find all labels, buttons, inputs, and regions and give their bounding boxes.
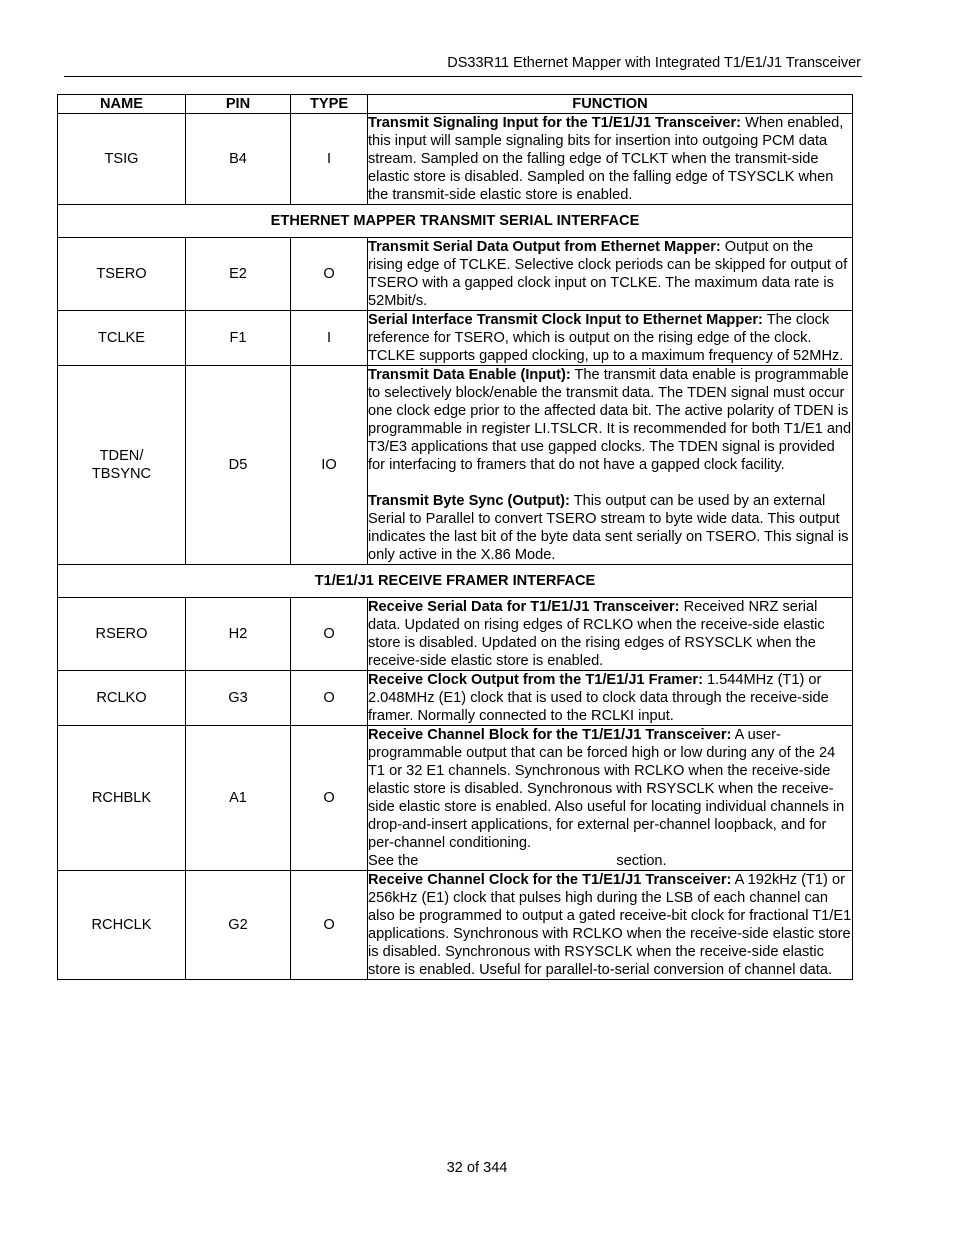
table-row: [58, 366, 853, 565]
column-header-name: NAME: [58, 95, 186, 114]
function-see-prefix: See the: [368, 853, 419, 869]
function-text: The clock reference for TSERO, which is output on the rising edge of the clock. TCLKE supports gapped clocking, up to a maximum frequency of 52MHz.: [368, 312, 844, 364]
table-row: [58, 871, 853, 980]
function-title: Transmit Data Enable (Input):: [368, 367, 571, 383]
function-text: This output can be used by an external Serial to Parallel to convert TSERO stream to byte wide data. This output indicates the last bit of the byte data sent serially on TSERO. This signal is only active in the X.86 Mode.: [368, 493, 849, 563]
pin-number: A1: [186, 726, 291, 871]
pin-type: IO: [291, 366, 368, 565]
pin-name: TCLKE: [58, 311, 186, 366]
pin-name: RCLKO: [58, 671, 186, 726]
pin-function: [368, 366, 853, 565]
table-row: [58, 238, 853, 311]
function-text: A user-programmable output that can be forced high or low during any of the 24 T1 or 32 E1 channels. Synchronous with RCLKO when the receive-side elastic store is disabled. Synchronous with RSYSCLK when the receive-side elastic store is enabled. Also useful for locating individual channels in drop-and-insert applications, for external per-channel loopback, and for per-channel conditioning.: [368, 727, 845, 851]
section-row: [58, 565, 853, 598]
header-rule: [64, 76, 862, 77]
pin-name-line: TDEN/: [99, 448, 144, 464]
function-title: Transmit Byte Sync (Output):: [368, 493, 570, 509]
pin-type: O: [291, 726, 368, 871]
table-row: [58, 114, 853, 205]
document-header-title: DS33R11 Ethernet Mapper with Integrated T1/E1/J1 Transceiver: [447, 55, 861, 71]
pin-function: [368, 598, 853, 671]
table-row: [58, 311, 853, 366]
pin-number: E2: [186, 238, 291, 311]
table-row: [58, 726, 853, 871]
function-text: The transmit data enable is programmable to selectively block/enable the transmit data. The TDEN signal must occur one clock edge prior to the affected data bit. The active polarity of TDEN is programmable in register LI.TSLCR. It is recommended for both T1/E1 and T3/E3 applications that use gapped clocks. The TDEN signal is provided for interfacing to framers that do not have a gapped clock facility.: [368, 367, 852, 473]
function-title: Serial Interface Transmit Clock Input to Ethernet Mapper:: [368, 312, 763, 328]
pin-name: [58, 366, 186, 565]
pin-function: [368, 726, 853, 871]
function-text: When enabled, this input will sample signaling bits for insertion into outgoing PCM data stream. Sampled on the falling edge of TCLKT when the transmit-side elastic store is disabled. Sampled on the falling edge of TSYSCLK when the transmit-side elastic store is enabled.: [368, 115, 844, 203]
function-title: Transmit Signaling Input for the T1/E1/J1 Transceiver:: [368, 115, 742, 131]
table-header-row: [58, 95, 853, 114]
pin-function: [368, 114, 853, 205]
section-row: [58, 205, 853, 238]
pin-number: G3: [186, 671, 291, 726]
pin-name-line: TBSYNC: [91, 466, 152, 482]
pin-number: D5: [186, 366, 291, 565]
function-title: Transmit Serial Data Output from Ethernet Mapper:: [368, 239, 721, 255]
pin-number: B4: [186, 114, 291, 205]
function-title: Receive Clock Output from the T1/E1/J1 Framer:: [368, 672, 703, 688]
section-heading: ETHERNET MAPPER TRANSMIT SERIAL INTERFACE: [58, 205, 853, 238]
table-row: [58, 598, 853, 671]
table-row: [58, 671, 853, 726]
function-paragraph: [368, 366, 852, 474]
pin-number: G2: [186, 871, 291, 980]
function-title: Receive Serial Data for T1/E1/J1 Transceiver:: [368, 599, 680, 615]
pin-type: O: [291, 238, 368, 311]
function-paragraph: [368, 492, 852, 564]
section-heading: T1/E1/J1 RECEIVE FRAMER INTERFACE: [58, 565, 853, 598]
pin-type: I: [291, 311, 368, 366]
pin-type: O: [291, 871, 368, 980]
pin-number: F1: [186, 311, 291, 366]
function-title: Receive Channel Clock for the T1/E1/J1 Transceiver:: [368, 872, 732, 888]
page-number: 32 of 344: [446, 1160, 508, 1176]
function-text: A 192kHz (T1) or 256kHz (E1) clock that pulses high during the LSB of each channel can also be programmed to output a gated receive-bit clock for fractional T1/E1 applications. Synchronous with RCLKO when the receive-side elastic store is disabled. Synchronous with RSYSCLK when the receive-side elastic store is enabled. Useful for parallel-to-serial conversion of channel data.: [368, 872, 852, 978]
function-text: Received NRZ serial data. Updated on rising edges of RCLKO when the receive-side elastic store is disabled. Updated on the rising edges of RSYSCLK when the receive-side elastic store is enabled.: [368, 599, 825, 669]
column-header-pin: PIN: [186, 95, 291, 114]
function-see-suffix: section.: [616, 853, 667, 869]
pin-number: H2: [186, 598, 291, 671]
pin-name: TSIG: [58, 114, 186, 205]
pin-description-table: [57, 94, 853, 980]
pin-function: [368, 671, 853, 726]
pin-type: I: [291, 114, 368, 205]
pin-name: RSERO: [58, 598, 186, 671]
pin-name: TSERO: [58, 238, 186, 311]
function-text: Output on the rising edge of TCLKE. Selective clock periods can be skipped for output of TSERO with a gapped clock input on TCLKE. The maximum data rate is 52Mbit/s.: [368, 239, 848, 309]
pin-function: [368, 238, 853, 311]
pin-type: O: [291, 598, 368, 671]
pin-name: RCHCLK: [58, 871, 186, 980]
paragraph-gap: [368, 474, 852, 492]
function-text: 1.544MHz (T1) or 2.048MHz (E1) clock that is used to clock data through the receive-side framer. Normally connected to the RCLKI input.: [368, 672, 829, 724]
pin-function: [368, 871, 853, 980]
column-header-function: FUNCTION: [368, 95, 853, 114]
pin-name: RCHBLK: [58, 726, 186, 871]
column-header-type: TYPE: [291, 95, 368, 114]
pin-function: [368, 311, 853, 366]
function-title: Receive Channel Block for the T1/E1/J1 Transceiver:: [368, 727, 732, 743]
pin-type: O: [291, 671, 368, 726]
